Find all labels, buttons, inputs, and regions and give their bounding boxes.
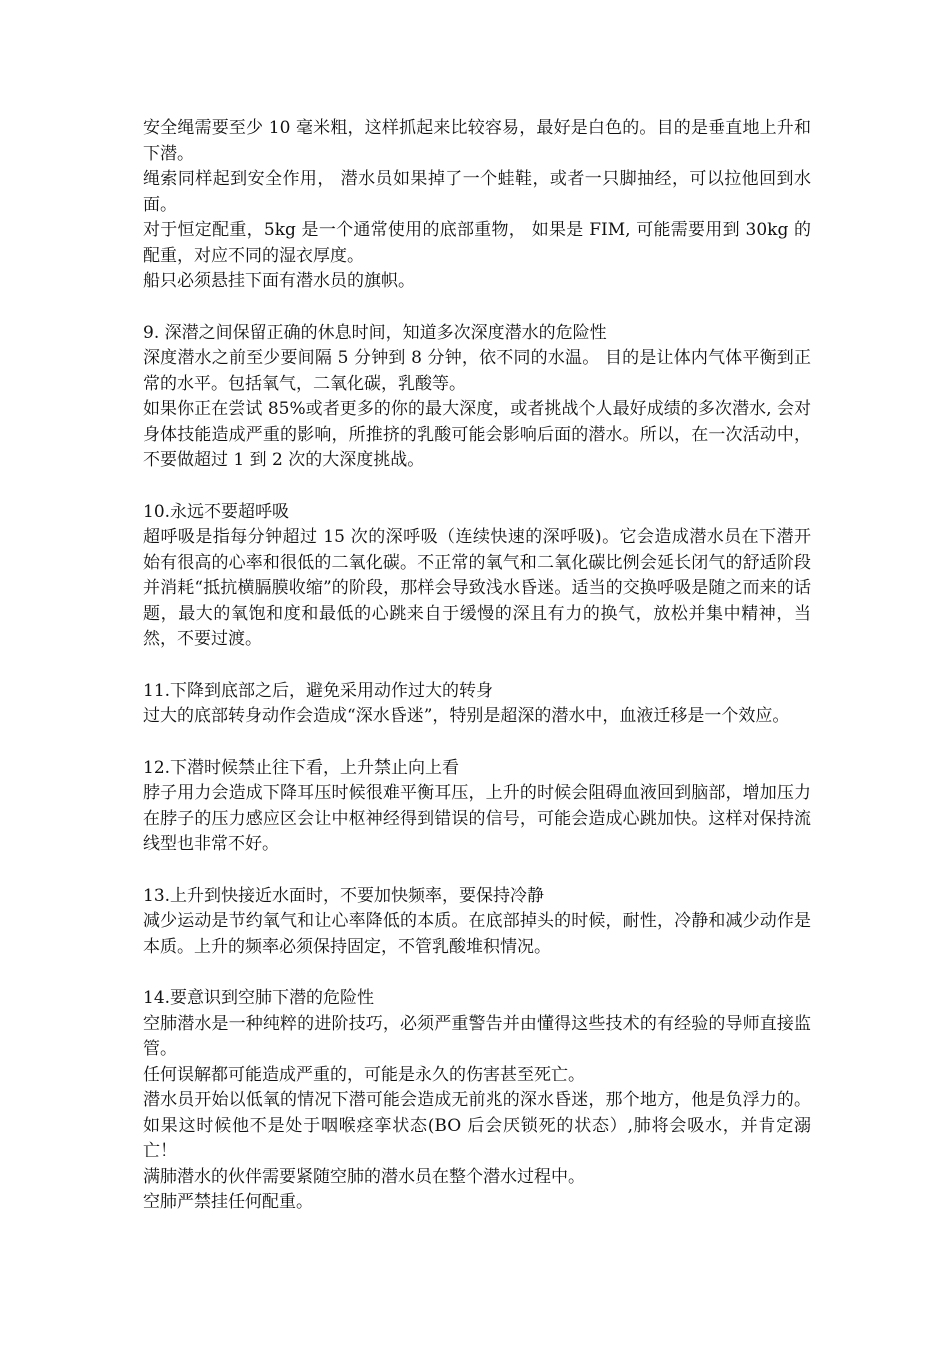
intro-paragraph-3: 对于恒定配重，5kg 是一个通常使用的底部重物， 如果是 FIM, 可能需要用到 30kg 的配重，对应不同的湿衣厚度。	[143, 220, 811, 266]
section-11-paragraph-1: 过大的底部转身动作会造成“深水昏迷”，特别是超深的潜水中，血液迁移是一个效应。	[143, 706, 790, 726]
section-13-paragraph-1: 减少运动是节约氧气和让心率降低的本质。在底部掉头的时候，耐性，冷静和减少动作是本质。上升的频率必须保持固定，不管乳酸堆积情况。	[143, 911, 811, 957]
section-spacer	[143, 474, 811, 500]
section-14-paragraph-1: 空肺潜水是一种纯粹的进阶技巧，必须严重警告并由懂得这些技术的有经验的导师直接监管。	[143, 1013, 811, 1059]
document-body	[143, 116, 811, 1216]
section-12-paragraph-1: 脖子用力会造成下降耳压时候很难平衡耳压，上升的时候会阻碍血液回到脑部，增加压力在脖子的压力感应区会让中枢神经得到错误的信号，可能会造成心跳加快。这样对保持流线型也非常不好。	[143, 783, 811, 854]
section-10-paragraph-1: 超呼吸是指每分钟超过 15 次的深呼吸（连续快速的深呼吸)。它会造成潜水员在下潜开始有很高的心率和很低的二氧化碳。不正常的氧气和二氧化碳比例会延长闭气的舒适阶段并消耗“抵抗横膈膜收缩”的阶段，那样会导致浅水昏迷。适当的交换呼吸是随之而来的话题，最大的氧饱和度和最低的心跳来自于缓慢的深且有力的换气，放松并集中精神，当然，不要过渡。	[143, 527, 811, 649]
section-spacer	[143, 653, 811, 679]
intro-paragraph-4: 船只必须悬挂下面有潜水员的旗帜。	[143, 271, 415, 291]
section-14-paragraph-4: 满肺潜水的伙伴需要紧随空肺的潜水员在整个潜水过程中。	[143, 1166, 585, 1187]
section-spacer	[143, 295, 811, 321]
intro-paragraph-1: 安全绳需要至少 10 毫米粗，这样抓起来比较容易，最好是白色的。目的是垂直地上升和下潜。	[143, 118, 811, 164]
section-14-paragraph-2: 任何误解都可能造成严重的，可能是永久的伤害甚至死亡。	[143, 1064, 585, 1085]
section-spacer	[143, 858, 811, 884]
section-9-paragraph-1: 深度潜水之前至少要间隔 5 分钟到 8 分钟，依不同的水温。 目的是让体内气体平衡到正常的水平。包括氧气，二氧化碳，乳酸等。	[143, 348, 811, 394]
section-11-heading: 11.下降到底部之后，避免采用动作过大的转身	[143, 680, 494, 701]
section-spacer	[143, 960, 811, 986]
section-12-heading: 12.下潜时候禁止往下看，上升禁止向上看	[143, 757, 460, 778]
section-13-heading: 13.上升到快接近水面时，不要加快频率，要保持冷静	[143, 885, 545, 906]
section-9-paragraph-2: 如果你正在尝试 85%或者更多的你的最大深度，或者挑战个人最好成绩的多次潜水, 会对身体技能造成严重的影响，所推挤的乳酸可能会影响后面的潜水。所以，在一次活动中，不要做超过 1 到 2 次的大深度挑战。	[143, 399, 811, 470]
section-14-paragraph-5: 空肺严禁挂任何配重。	[143, 1192, 313, 1212]
section-10-heading: 10.永远不要超呼吸	[143, 501, 290, 522]
section-14-heading: 14.要意识到空肺下潜的危险性	[143, 988, 375, 1008]
section-spacer	[143, 730, 811, 756]
section-14-paragraph-3: 潜水员开始以低氧的情况下潜可能会造成无前兆的深水昏迷，那个地方，他是负浮力的。如果这时候他不是处于咽喉痉挛状态(BO 后会厌锁死的状态）,肺将会吸水，并肯定溺亡！	[143, 1090, 811, 1161]
intro-paragraph-2: 绳索同样起到安全作用， 潜水员如果掉了一个蛙鞋，或者一只脚抽经，可以拉他回到水面。	[143, 169, 811, 215]
section-9-heading: 9. 深潜之间保留正确的休息时间，知道多次深度潜水的危险性	[143, 322, 607, 343]
